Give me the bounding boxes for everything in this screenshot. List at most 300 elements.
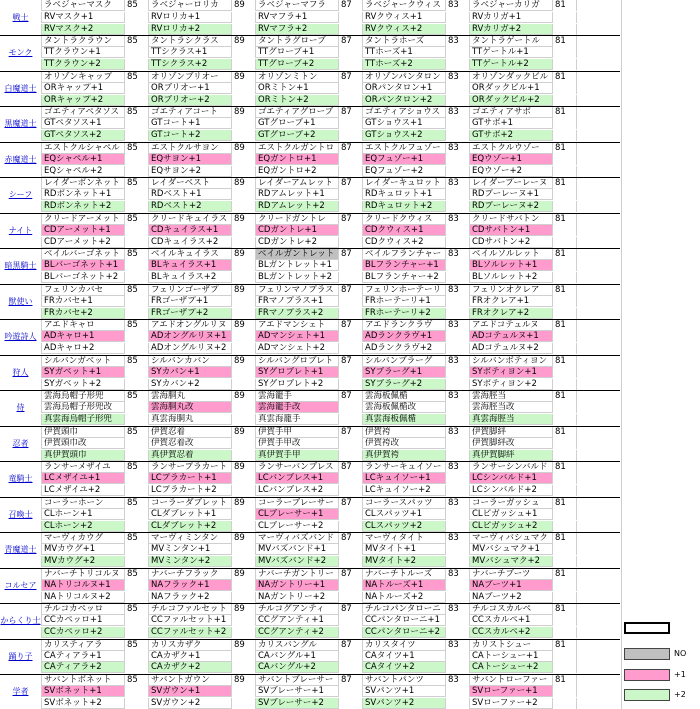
level-cell[interactable]: 81 — [553, 675, 577, 686]
equip-name-cell[interactable]: RVロリカ+2 — [149, 24, 232, 35]
level-cell[interactable]: 81 — [553, 72, 577, 83]
level-cell[interactable]: 85 — [125, 391, 149, 402]
equip-name-cell[interactable]: CLスパッツ+2 — [363, 521, 446, 532]
equip-name-cell[interactable]: ORダックビル+2 — [470, 95, 553, 106]
equip-name-cell[interactable]: RDボンネット+1 — [42, 189, 125, 200]
level-cell[interactable] — [232, 450, 256, 461]
level-cell[interactable] — [125, 237, 149, 248]
level-cell[interactable] — [339, 59, 363, 70]
equip-name-cell[interactable]: BLキュイラス+1 — [149, 260, 232, 271]
equip-name-cell[interactable]: CDキュイラス+2 — [149, 237, 232, 248]
equip-name-cell[interactable]: RVマスク+1 — [42, 12, 125, 23]
level-cell[interactable] — [232, 521, 256, 532]
level-cell[interactable] — [339, 580, 363, 591]
level-cell[interactable] — [232, 83, 256, 94]
legend-swatch-plus2[interactable] — [624, 689, 670, 701]
level-cell[interactable] — [446, 627, 470, 638]
level-cell[interactable] — [446, 343, 470, 354]
equip-name-cell[interactable]: 真雲海脛当 — [470, 414, 553, 425]
level-cell[interactable]: 81 — [553, 356, 577, 367]
equip-name-cell[interactable]: GTコート+2 — [149, 130, 232, 141]
equip-name-cell[interactable]: タントラクラウン — [42, 36, 125, 47]
level-cell[interactable] — [553, 130, 577, 141]
level-cell[interactable] — [446, 260, 470, 271]
equip-name-cell[interactable]: RDアムレット+2 — [256, 201, 339, 212]
equip-name-cell[interactable]: BLガントレット+1 — [256, 260, 339, 271]
equip-name-cell[interactable]: CCファルセット+2 — [149, 627, 232, 638]
level-cell[interactable] — [125, 379, 149, 390]
equip-name-cell[interactable]: CLピガッシュ+1 — [470, 509, 553, 520]
equip-name-cell[interactable]: CCパンタローニ+1 — [363, 615, 446, 626]
level-cell[interactable]: 89 — [232, 285, 256, 296]
level-cell[interactable] — [446, 95, 470, 106]
equip-name-cell[interactable]: クリードアーメット — [42, 214, 125, 225]
level-cell[interactable]: 85 — [125, 143, 149, 154]
level-cell[interactable] — [232, 615, 256, 626]
equip-name-cell[interactable]: オリゾンブリオー — [149, 72, 232, 83]
equip-name-cell[interactable]: EQシャペル+1 — [42, 154, 125, 165]
level-cell[interactable]: 83 — [446, 391, 470, 402]
level-cell[interactable]: 81 — [553, 604, 577, 615]
level-cell[interactable] — [125, 402, 149, 413]
equip-name-cell[interactable]: FRホーテーリ+2 — [363, 308, 446, 319]
level-cell[interactable] — [125, 521, 149, 532]
level-cell[interactable] — [125, 485, 149, 496]
equip-name-cell[interactable]: 雲海脛当 — [470, 391, 553, 402]
level-cell[interactable] — [446, 237, 470, 248]
job-link[interactable]: 青魔道士 — [0, 544, 42, 555]
equip-name-cell[interactable]: 真伊賀頭巾 — [42, 450, 125, 461]
level-cell[interactable]: 85 — [125, 36, 149, 47]
level-cell[interactable]: 83 — [446, 36, 470, 47]
equip-name-cell[interactable]: CCパンタローニ+2 — [363, 627, 446, 638]
equip-name-cell[interactable]: NAフラック+2 — [149, 592, 232, 603]
level-cell[interactable] — [125, 698, 149, 709]
level-cell[interactable]: 85 — [125, 533, 149, 544]
equip-name-cell[interactable]: オリゾンキャップ — [42, 72, 125, 83]
equip-name-cell[interactable]: マーヴィタイト — [363, 533, 446, 544]
equip-name-cell[interactable]: ORパンタロン+2 — [363, 95, 446, 106]
level-cell[interactable]: 87 — [339, 249, 363, 260]
equip-name-cell[interactable]: マーヴィミンタン — [149, 533, 232, 544]
equip-name-cell[interactable]: FRオクレア+1 — [470, 296, 553, 307]
level-cell[interactable] — [339, 402, 363, 413]
level-cell[interactable] — [553, 615, 577, 626]
equip-name-cell[interactable]: ナバーチトルーズ — [363, 569, 446, 580]
equip-name-cell[interactable]: RVクウィス+1 — [363, 12, 446, 23]
equip-name-cell[interactable]: アエドランクラヴ — [363, 320, 446, 331]
level-cell[interactable] — [125, 59, 149, 70]
equip-name-cell[interactable]: LCメザイユ+2 — [42, 485, 125, 496]
equip-name-cell[interactable]: CLスパッツ+1 — [363, 509, 446, 520]
equip-name-cell[interactable]: アエドオングルリヌ — [149, 320, 232, 331]
equip-name-cell[interactable]: TTクラウン+1 — [42, 47, 125, 58]
level-cell[interactable] — [232, 379, 256, 390]
level-cell[interactable] — [339, 627, 363, 638]
equip-name-cell[interactable]: カリスタイツ — [363, 640, 446, 651]
equip-name-cell[interactable]: シルバンボティヨン — [470, 356, 553, 367]
equip-name-cell[interactable]: 真雲海板佩楯 — [363, 414, 446, 425]
equip-name-cell[interactable]: シルバンカバン — [149, 356, 232, 367]
level-cell[interactable] — [125, 509, 149, 520]
level-cell[interactable] — [232, 166, 256, 177]
equip-name-cell[interactable]: CLピガッシュ+2 — [470, 521, 553, 532]
level-cell[interactable] — [125, 83, 149, 94]
level-cell[interactable] — [553, 592, 577, 603]
equip-name-cell[interactable]: ゴエティアコート — [149, 107, 232, 118]
equip-name-cell[interactable]: EQガントロ+2 — [256, 166, 339, 177]
level-cell[interactable] — [446, 166, 470, 177]
equip-name-cell[interactable]: RDプーレーヌ+1 — [470, 189, 553, 200]
equip-name-cell[interactable]: サバントガウン — [149, 675, 232, 686]
level-cell[interactable] — [339, 237, 363, 248]
level-cell[interactable]: 87 — [339, 533, 363, 544]
level-cell[interactable] — [553, 367, 577, 378]
level-cell[interactable]: 89 — [232, 604, 256, 615]
equip-name-cell[interactable]: ADマンシェト+1 — [256, 331, 339, 342]
equip-name-cell[interactable]: ADランクラヴ+2 — [363, 343, 446, 354]
equip-name-cell[interactable]: CLダブレット+1 — [149, 509, 232, 520]
level-cell[interactable] — [553, 662, 577, 673]
equip-name-cell[interactable]: RVマスク+2 — [42, 24, 125, 35]
level-cell[interactable] — [232, 592, 256, 603]
level-cell[interactable]: 81 — [553, 249, 577, 260]
job-link[interactable]: 暗黒騎士 — [0, 260, 42, 271]
equip-name-cell[interactable]: CDキュイラス+1 — [149, 225, 232, 236]
equip-name-cell[interactable]: アエドマンシェト — [256, 320, 339, 331]
level-cell[interactable] — [446, 83, 470, 94]
equip-name-cell[interactable]: NAブーツ+2 — [470, 592, 553, 603]
level-cell[interactable] — [553, 166, 577, 177]
equip-name-cell[interactable]: 雲海烏帽子形兜 — [42, 391, 125, 402]
equip-name-cell[interactable]: CAタイツ+2 — [363, 662, 446, 673]
level-cell[interactable] — [125, 118, 149, 129]
equip-name-cell[interactable]: GTサボ+2 — [470, 130, 553, 141]
level-cell[interactable] — [232, 118, 256, 129]
equip-name-cell[interactable]: EQシャペル+2 — [42, 166, 125, 177]
equip-name-cell[interactable]: FRホーテーリ+1 — [363, 296, 446, 307]
equip-name-cell[interactable]: RDキュロット+1 — [363, 189, 446, 200]
equip-name-cell[interactable]: 伊賀頭巾改 — [42, 438, 125, 449]
level-cell[interactable] — [339, 272, 363, 283]
equip-name-cell[interactable]: CCスカルペ+1 — [470, 615, 553, 626]
level-cell[interactable]: 89 — [232, 178, 256, 189]
job-link[interactable]: ナイト — [0, 225, 42, 236]
equip-name-cell[interactable]: BLバーゴネット+2 — [42, 272, 125, 283]
level-cell[interactable]: 81 — [553, 285, 577, 296]
level-cell[interactable] — [125, 580, 149, 591]
level-cell[interactable]: 89 — [232, 214, 256, 225]
level-cell[interactable]: 89 — [232, 498, 256, 509]
equip-name-cell[interactable]: BLソルレット+1 — [470, 260, 553, 271]
equip-name-cell[interactable]: CLブレーサー+1 — [256, 509, 339, 520]
level-cell[interactable]: 89 — [232, 569, 256, 580]
equip-name-cell[interactable]: ゴエティアショウス — [363, 107, 446, 118]
level-cell[interactable] — [339, 698, 363, 709]
level-cell[interactable] — [339, 225, 363, 236]
level-cell[interactable] — [125, 201, 149, 212]
equip-name-cell[interactable]: EQウゾー+1 — [470, 154, 553, 165]
level-cell[interactable]: 89 — [232, 427, 256, 438]
level-cell[interactable]: 87 — [339, 107, 363, 118]
level-cell[interactable] — [553, 260, 577, 271]
level-cell[interactable] — [232, 331, 256, 342]
equip-name-cell[interactable]: FRオクレア+2 — [470, 308, 553, 319]
level-cell[interactable] — [446, 509, 470, 520]
equip-name-cell[interactable]: ORダックビル+1 — [470, 83, 553, 94]
equip-name-cell[interactable]: フェリンカバセ — [42, 285, 125, 296]
level-cell[interactable] — [339, 651, 363, 662]
equip-name-cell[interactable]: 雲海胴丸改 — [149, 402, 232, 413]
level-cell[interactable] — [232, 438, 256, 449]
level-cell[interactable]: 89 — [232, 249, 256, 260]
equip-name-cell[interactable]: RVカリガ+1 — [470, 12, 553, 23]
level-cell[interactable] — [553, 331, 577, 342]
level-cell[interactable] — [339, 379, 363, 390]
level-cell[interactable] — [125, 615, 149, 626]
level-cell[interactable] — [339, 343, 363, 354]
equip-name-cell[interactable]: 真伊賀袴 — [363, 450, 446, 461]
level-cell[interactable]: 87 — [339, 675, 363, 686]
equip-name-cell[interactable]: LCプラカート+2 — [149, 485, 232, 496]
level-cell[interactable]: 85 — [125, 427, 149, 438]
equip-name-cell[interactable]: FRゴーザプ+1 — [149, 296, 232, 307]
equip-name-cell[interactable]: ラベジャーマスク — [42, 0, 125, 11]
equip-name-cell[interactable]: レイダーアムレット — [256, 178, 339, 189]
level-cell[interactable] — [125, 592, 149, 603]
equip-name-cell[interactable]: エストクルサヨン — [149, 143, 232, 154]
level-cell[interactable] — [446, 225, 470, 236]
level-cell[interactable]: 89 — [232, 143, 256, 154]
equip-name-cell[interactable]: FRカバセ+1 — [42, 296, 125, 307]
level-cell[interactable]: 81 — [553, 640, 577, 651]
level-cell[interactable]: 89 — [232, 72, 256, 83]
equip-name-cell[interactable]: ベイルフランチャー — [363, 249, 446, 260]
level-cell[interactable]: 85 — [125, 107, 149, 118]
level-cell[interactable] — [339, 544, 363, 555]
equip-name-cell[interactable]: TTグローブ+1 — [256, 47, 339, 58]
equip-name-cell[interactable]: マーヴィカウグ — [42, 533, 125, 544]
level-cell[interactable] — [232, 201, 256, 212]
equip-name-cell[interactable]: NAガントリー+2 — [256, 592, 339, 603]
level-cell[interactable] — [125, 12, 149, 23]
equip-name-cell[interactable]: ランサープラカート — [149, 462, 232, 473]
equip-name-cell[interactable]: RDプーレーヌ+2 — [470, 201, 553, 212]
equip-name-cell[interactable]: GTショウス+1 — [363, 118, 446, 129]
equip-name-cell[interactable]: GTコート+1 — [149, 118, 232, 129]
level-cell[interactable] — [125, 95, 149, 106]
level-cell[interactable]: 85 — [125, 214, 149, 225]
level-cell[interactable]: 87 — [339, 640, 363, 651]
equip-name-cell[interactable]: ベイルキュイラス — [149, 249, 232, 260]
level-cell[interactable]: 83 — [446, 249, 470, 260]
equip-name-cell[interactable]: チルコファルセット — [149, 604, 232, 615]
level-cell[interactable] — [232, 402, 256, 413]
level-cell[interactable]: 87 — [339, 320, 363, 331]
job-link[interactable]: 吟遊詩人 — [0, 331, 42, 342]
equip-name-cell[interactable]: CDガントレ+2 — [256, 237, 339, 248]
equip-name-cell[interactable]: LCプラカート+1 — [149, 473, 232, 484]
equip-name-cell[interactable]: サバントパンツ — [363, 675, 446, 686]
level-cell[interactable] — [553, 308, 577, 319]
level-cell[interactable] — [339, 556, 363, 567]
level-cell[interactable] — [339, 450, 363, 461]
equip-name-cell[interactable]: SYグロブレト+1 — [256, 367, 339, 378]
equip-name-cell[interactable]: CCファルセット+1 — [149, 615, 232, 626]
level-cell[interactable]: 89 — [232, 533, 256, 544]
equip-name-cell[interactable]: CAカザク+1 — [149, 651, 232, 662]
level-cell[interactable] — [553, 343, 577, 354]
equip-name-cell[interactable]: 伊賀頭巾 — [42, 427, 125, 438]
equip-name-cell[interactable]: レイダーキュロット — [363, 178, 446, 189]
equip-name-cell[interactable]: アエドコテュルヌ — [470, 320, 553, 331]
level-cell[interactable] — [339, 485, 363, 496]
level-cell[interactable]: 85 — [125, 569, 149, 580]
equip-name-cell[interactable]: SVボネット+2 — [42, 698, 125, 709]
level-cell[interactable] — [339, 308, 363, 319]
equip-name-cell[interactable]: ナバーチフラック — [149, 569, 232, 580]
level-cell[interactable]: 87 — [339, 569, 363, 580]
level-cell[interactable] — [339, 521, 363, 532]
level-cell[interactable]: 87 — [339, 604, 363, 615]
equip-name-cell[interactable]: 雲海烏帽子形兜改 — [42, 402, 125, 413]
level-cell[interactable] — [553, 201, 577, 212]
level-cell[interactable]: 87 — [339, 143, 363, 154]
level-cell[interactable] — [125, 308, 149, 319]
equip-name-cell[interactable]: TTゲートル+1 — [470, 47, 553, 58]
equip-name-cell[interactable]: MVタイト+1 — [363, 544, 446, 555]
level-cell[interactable] — [125, 473, 149, 484]
level-cell[interactable] — [553, 580, 577, 591]
equip-name-cell[interactable]: ADコテュルヌ+2 — [470, 343, 553, 354]
level-cell[interactable] — [553, 556, 577, 567]
equip-name-cell[interactable]: TTシクラス+1 — [149, 47, 232, 58]
level-cell[interactable] — [446, 521, 470, 532]
legend-row-plus2[interactable] — [624, 689, 700, 703]
equip-name-cell[interactable]: TTグローブ+2 — [256, 59, 339, 70]
equip-name-cell[interactable]: クリードクウィス — [363, 214, 446, 225]
equip-name-cell[interactable]: サバントブレーサー — [256, 675, 339, 686]
level-cell[interactable] — [232, 260, 256, 271]
equip-name-cell[interactable]: チルコスカルペ — [470, 604, 553, 615]
level-cell[interactable] — [232, 556, 256, 567]
level-cell[interactable] — [125, 225, 149, 236]
equip-name-cell[interactable]: CDアーメット+1 — [42, 225, 125, 236]
level-cell[interactable] — [125, 130, 149, 141]
level-cell[interactable]: 81 — [553, 178, 577, 189]
level-cell[interactable]: 89 — [232, 462, 256, 473]
equip-name-cell[interactable]: GTグローブ+1 — [256, 118, 339, 129]
level-cell[interactable]: 85 — [125, 675, 149, 686]
equip-name-cell[interactable]: EQサヨン+2 — [149, 166, 232, 177]
equip-name-cell[interactable]: EQフュゾー+2 — [363, 166, 446, 177]
level-cell[interactable]: 83 — [446, 675, 470, 686]
equip-name-cell[interactable]: ラベジャーマフラ — [256, 0, 339, 11]
equip-name-cell[interactable]: 真雲海胴丸 — [149, 414, 232, 425]
level-cell[interactable] — [125, 414, 149, 425]
equip-name-cell[interactable]: ADコテュルヌ+1 — [470, 331, 553, 342]
level-cell[interactable] — [339, 189, 363, 200]
equip-name-cell[interactable]: SYガベット+2 — [42, 379, 125, 390]
level-cell[interactable]: 83 — [446, 178, 470, 189]
equip-name-cell[interactable]: MVタイト+2 — [363, 556, 446, 567]
level-cell[interactable] — [446, 379, 470, 390]
equip-name-cell[interactable]: MVバシュマク+2 — [470, 556, 553, 567]
equip-name-cell[interactable]: CDクウィス+1 — [363, 225, 446, 236]
level-cell[interactable] — [125, 686, 149, 697]
equip-name-cell[interactable]: CLブレーサー+2 — [256, 521, 339, 532]
equip-name-cell[interactable]: ADマンシェト+2 — [256, 343, 339, 354]
equip-name-cell[interactable]: タントラグローブ — [256, 36, 339, 47]
equip-name-cell[interactable]: フェリンゴーザプ — [149, 285, 232, 296]
equip-name-cell[interactable]: CDサバトン+2 — [470, 237, 553, 248]
equip-name-cell[interactable]: SYボティヨン+2 — [470, 379, 553, 390]
job-link[interactable]: 忍者 — [0, 438, 42, 449]
level-cell[interactable]: 85 — [125, 498, 149, 509]
level-cell[interactable]: 87 — [339, 427, 363, 438]
equip-name-cell[interactable]: MVミンタン+2 — [149, 556, 232, 567]
equip-name-cell[interactable]: レイダーボンネット — [42, 178, 125, 189]
equip-name-cell[interactable]: 真伊賀手甲 — [256, 450, 339, 461]
job-link[interactable]: 狩人 — [0, 367, 42, 378]
level-cell[interactable] — [125, 296, 149, 307]
equip-name-cell[interactable]: TTホーズ+2 — [363, 59, 446, 70]
equip-name-cell[interactable]: CCカペッロ+2 — [42, 627, 125, 638]
level-cell[interactable] — [553, 485, 577, 496]
level-cell[interactable]: 83 — [446, 356, 470, 367]
level-cell[interactable]: 83 — [446, 214, 470, 225]
level-cell[interactable] — [232, 237, 256, 248]
equip-name-cell[interactable]: ベイルソルレット — [470, 249, 553, 260]
job-link[interactable]: 黒魔道士 — [0, 118, 42, 129]
level-cell[interactable] — [339, 509, 363, 520]
equip-name-cell[interactable]: MVバズバンド+1 — [256, 544, 339, 555]
equip-name-cell[interactable]: SYブラーグ+2 — [363, 379, 446, 390]
level-cell[interactable] — [446, 331, 470, 342]
level-cell[interactable]: 83 — [446, 462, 470, 473]
equip-name-cell[interactable]: フェリンマノプラス — [256, 285, 339, 296]
level-cell[interactable] — [553, 154, 577, 165]
level-cell[interactable]: 87 — [339, 462, 363, 473]
equip-name-cell[interactable]: TTシクラス+2 — [149, 59, 232, 70]
level-cell[interactable] — [446, 189, 470, 200]
level-cell[interactable]: 85 — [125, 462, 149, 473]
level-cell[interactable] — [125, 556, 149, 567]
equip-name-cell[interactable]: MVミンタン+1 — [149, 544, 232, 555]
level-cell[interactable]: 87 — [339, 391, 363, 402]
level-cell[interactable] — [553, 118, 577, 129]
equip-name-cell[interactable]: LCキュイソー+2 — [363, 485, 446, 496]
level-cell[interactable]: 81 — [553, 143, 577, 154]
level-cell[interactable] — [232, 651, 256, 662]
equip-name-cell[interactable]: ORミトン+2 — [256, 95, 339, 106]
level-cell[interactable] — [125, 189, 149, 200]
job-link[interactable]: 召喚士 — [0, 509, 42, 520]
level-cell[interactable]: 85 — [125, 320, 149, 331]
level-cell[interactable]: 85 — [125, 72, 149, 83]
level-cell[interactable] — [553, 237, 577, 248]
level-cell[interactable]: 87 — [339, 36, 363, 47]
equip-name-cell[interactable]: LCシンバルド+1 — [470, 473, 553, 484]
equip-name-cell[interactable]: RDベスト+1 — [149, 189, 232, 200]
level-cell[interactable] — [446, 12, 470, 23]
level-cell[interactable] — [232, 544, 256, 555]
level-cell[interactable] — [125, 154, 149, 165]
legend-swatch-plus1[interactable] — [624, 669, 670, 681]
equip-name-cell[interactable]: CAティアラ+1 — [42, 651, 125, 662]
level-cell[interactable] — [232, 580, 256, 591]
level-cell[interactable]: 87 — [339, 214, 363, 225]
